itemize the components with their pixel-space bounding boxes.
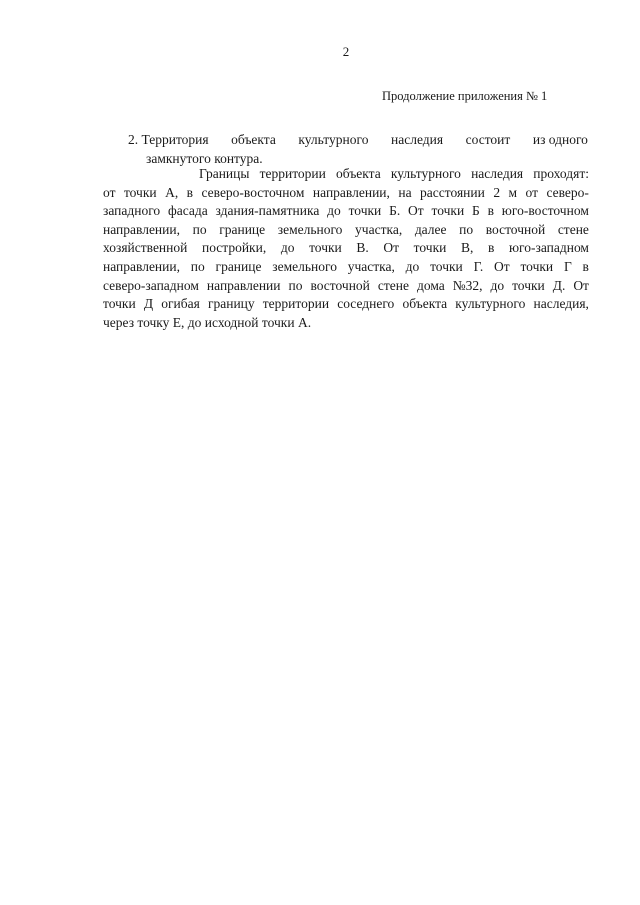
appendix-continuation-note: Продолжение приложения № 1 <box>382 89 548 103</box>
paragraph-word: далее <box>414 221 447 237</box>
paragraph-word: А, <box>165 184 179 200</box>
paragraph-word: В. <box>356 240 369 256</box>
paragraph-word: западного <box>103 203 161 219</box>
paragraph-line <box>103 314 589 333</box>
paragraph-word: по <box>288 277 303 293</box>
paragraph-word: земельного <box>277 221 343 237</box>
paragraph-word: Б <box>472 203 480 219</box>
paragraph-word: в <box>487 203 494 219</box>
paragraph-word: до <box>405 258 420 274</box>
paragraph-word: северо-восточном <box>201 184 305 200</box>
paragraph-word: дома <box>416 277 445 293</box>
paragraph-word: в <box>582 258 589 274</box>
item-line-2: замкнутого контура. <box>146 150 263 166</box>
paragraph-line <box>103 184 589 203</box>
paragraph-word: в <box>487 240 495 256</box>
paragraph-word: Г <box>563 258 572 274</box>
paragraph-word: объекта <box>336 166 381 181</box>
paragraph-word: точки <box>413 240 447 256</box>
paragraph-word: точки <box>431 203 465 219</box>
paragraph-word: культурного <box>455 296 526 312</box>
paragraph-word: От <box>573 277 589 293</box>
paragraph-word: по <box>190 258 205 274</box>
paragraph-word: восточной <box>310 277 370 293</box>
paragraph-word: фасада <box>167 203 208 219</box>
paragraph-word: Д. <box>552 277 566 293</box>
paragraph-word: культурного <box>390 166 461 181</box>
paragraph-word: на <box>398 184 412 200</box>
paragraph-line <box>103 258 589 277</box>
paragraph-word: от <box>103 184 116 200</box>
paragraph-word: №32, <box>452 277 483 293</box>
paragraph-word: точки <box>348 203 382 219</box>
paragraph-word: территории <box>259 166 326 181</box>
paragraph-word: восточной <box>485 221 546 237</box>
paragraph-word: точки <box>430 258 463 274</box>
paragraph-word: точки <box>123 184 157 200</box>
paragraph-word: хозяйственной <box>103 240 188 256</box>
page-number: 2 <box>342 44 350 59</box>
paragraph-line <box>103 221 589 240</box>
paragraph-word: м <box>508 184 518 200</box>
paragraph-word: до <box>327 203 341 219</box>
paragraph-line <box>103 277 589 296</box>
paragraph-word: огибая <box>161 296 200 312</box>
paragraph-line <box>103 295 589 314</box>
paragraph-word: Д <box>143 296 154 312</box>
paragraph-word: территории <box>262 296 330 312</box>
paragraph-word: Б. <box>389 203 401 219</box>
paragraph-word: через точку Е, до исходной точки А. <box>103 314 312 330</box>
paragraph-line <box>103 165 589 184</box>
paragraph-word: направлении <box>206 277 281 293</box>
paragraph-word: северо-западном <box>103 277 199 293</box>
paragraph-word: границе <box>215 258 262 274</box>
paragraph-word: до <box>280 240 295 256</box>
item-line-1 <box>128 131 588 150</box>
item-word: 2. Территория <box>128 132 209 147</box>
paragraph-word: направлении, <box>103 221 180 237</box>
paragraph-word: юго-западном <box>508 240 589 256</box>
paragraph-word: От <box>494 258 510 274</box>
paragraph-word: по <box>459 221 474 237</box>
paragraph-word: в <box>186 184 194 200</box>
item-word: культурного <box>298 132 369 147</box>
paragraph-word: Границы <box>199 166 250 181</box>
paragraph-word: точки <box>520 258 554 274</box>
numbered-item-2 <box>128 131 588 168</box>
paragraph-line <box>103 202 589 221</box>
paragraph-word: соседнего <box>337 296 395 312</box>
paragraph-word: наследия <box>471 166 524 181</box>
item-word: состоит <box>465 132 511 147</box>
item-word: из одного <box>532 132 588 147</box>
paragraph-word: 2 <box>493 184 501 200</box>
paragraph-word: От <box>383 240 400 256</box>
item-word: наследия <box>391 132 444 147</box>
paragraph-word: точки <box>309 240 342 256</box>
paragraph-word: юго-восточном <box>501 203 589 219</box>
paragraph-word: Г. <box>473 258 484 274</box>
paragraph-word: От <box>408 203 424 219</box>
paragraph-word: земельного <box>272 258 337 274</box>
paragraph-line <box>103 239 589 258</box>
paragraph-word: В, <box>460 240 474 256</box>
paragraph-word: здания-памятника <box>215 203 320 219</box>
paragraph-word: объекта <box>402 296 448 312</box>
paragraph-word: участка, <box>347 258 395 274</box>
paragraph-word: по <box>192 221 207 237</box>
paragraph-word: стене <box>557 221 589 237</box>
paragraph-word: точки <box>103 296 136 312</box>
paragraph-word: расстоянии <box>420 184 485 200</box>
paragraph-word: стене <box>377 277 409 293</box>
paragraph-word: участка, <box>355 221 403 237</box>
paragraph-word: проходят: <box>533 166 589 181</box>
paragraph-word: точки <box>512 277 545 293</box>
paragraph-word: направлении, <box>103 258 180 274</box>
boundary-description-paragraph <box>103 165 589 332</box>
item-word: объекта <box>231 132 276 147</box>
paragraph-word: постройки, <box>201 240 267 256</box>
paragraph-word: границе <box>219 221 266 237</box>
paragraph-word: до <box>490 277 505 293</box>
paragraph-word: северо- <box>546 184 589 200</box>
paragraph-word: направлении, <box>312 184 390 200</box>
paragraph-word: границу <box>207 296 255 312</box>
paragraph-word: от <box>525 184 538 200</box>
paragraph-word: наследия, <box>533 296 589 312</box>
